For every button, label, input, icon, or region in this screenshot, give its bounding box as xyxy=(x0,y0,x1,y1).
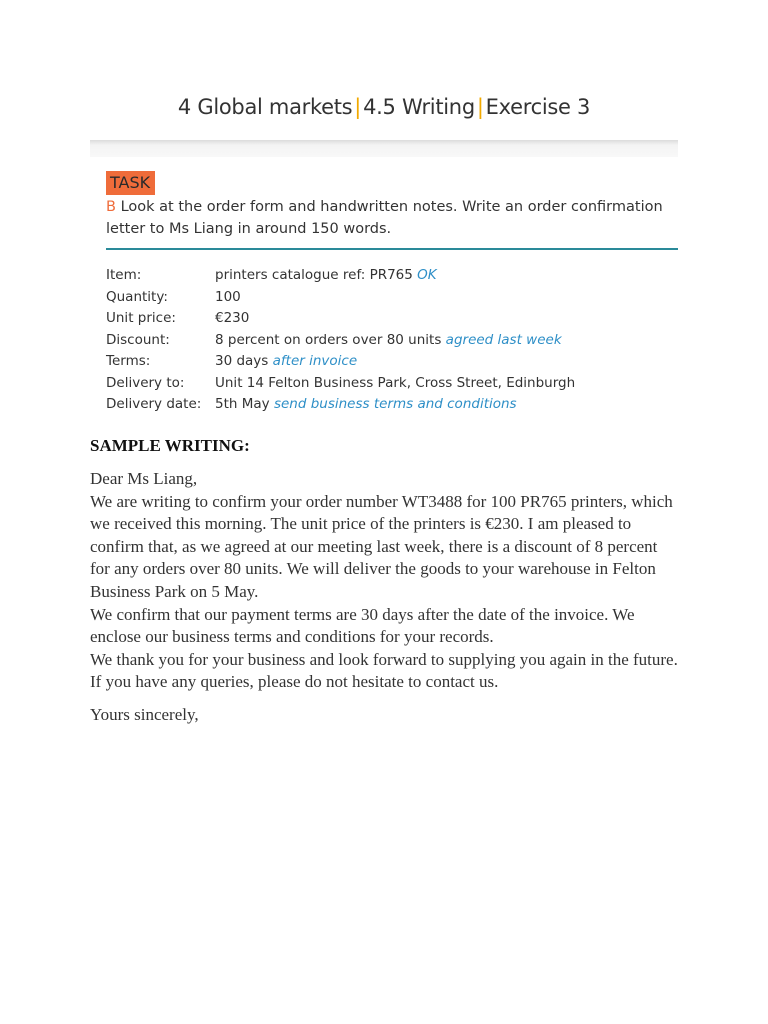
order-form-label: Discount: xyxy=(106,331,170,348)
header-divider-bar xyxy=(90,140,678,157)
order-form-value: printers catalogue ref: PR765 xyxy=(215,267,413,283)
order-form-value-cell xyxy=(215,265,437,287)
handwritten-note: send business terms and conditions xyxy=(273,396,517,412)
order-form-row xyxy=(106,351,575,373)
sample-heading: SAMPLE WRITING: xyxy=(90,436,250,455)
letter-paragraph: We are writing to confirm your order number WT3488 for 100 PR765 printers, which we received this morning. The unit price of the printers is €230. I am pleased to confirm that, as we agreed at our meeting last week, there is a discount of 8 percent for any orders over 80 units. We will deliver the goods to your warehouse in Felton Business Park on 5 May. xyxy=(90,491,673,601)
order-form-label: Quantity: xyxy=(106,288,168,305)
sample-letter xyxy=(90,468,680,727)
order-form xyxy=(106,265,575,416)
handwritten-note: agreed last week xyxy=(445,331,562,348)
order-form-row xyxy=(106,330,575,352)
order-form-value-cell xyxy=(215,394,517,416)
task-badge: TASK xyxy=(106,171,155,195)
order-form-label: Delivery to: xyxy=(106,374,185,391)
task-instruction-text: Look at the order form and handwritten notes. Write an order confirmation letter to Ms Liang in around 150 words. xyxy=(106,199,663,237)
title-separator: | xyxy=(354,95,362,119)
section-divider xyxy=(106,248,678,250)
order-form-value: €230 xyxy=(215,310,250,326)
order-form-value-cell xyxy=(215,351,357,373)
letter-paragraph: If you have any queries, please do not hesitate to contact us. xyxy=(90,672,499,692)
order-form-row xyxy=(106,373,575,395)
order-form-value: 5th May xyxy=(215,396,270,412)
task-letter: B xyxy=(106,199,116,215)
task-instruction xyxy=(106,196,676,240)
order-form-value: 100 xyxy=(215,288,241,305)
page-title xyxy=(0,95,768,119)
order-form-row xyxy=(106,265,575,287)
order-form-value: Unit 14 Felton Business Park, Cross Street, Edinburgh xyxy=(215,374,576,391)
order-form-value-cell xyxy=(215,373,575,395)
order-form-value: 8 percent on orders over 80 units xyxy=(215,331,442,348)
order-form-label: Item: xyxy=(106,267,142,283)
order-form-value-cell xyxy=(215,287,241,309)
letter-paragraph: We thank you for your business and look forward to supplying you again in the future. xyxy=(90,649,678,669)
title-exercise: Exercise 3 xyxy=(485,95,591,119)
order-form-value-cell xyxy=(215,330,562,352)
order-form-row xyxy=(106,308,575,330)
order-form-value: 30 days xyxy=(215,353,269,369)
title-unit: 4 Global markets xyxy=(177,95,353,119)
title-separator: | xyxy=(476,95,484,119)
handwritten-note: OK xyxy=(417,267,437,283)
letter-paragraph: We confirm that our payment terms are 30 days after the date of the invoice. We enclose our business terms and conditions for your records. xyxy=(90,604,635,647)
order-form-row xyxy=(106,287,575,309)
title-section: 4.5 Writing xyxy=(363,95,475,119)
order-form-label: Unit price: xyxy=(106,310,176,326)
order-form-row xyxy=(106,394,575,416)
letter-closing: Yours sincerely, xyxy=(90,704,199,724)
order-form-value-cell xyxy=(215,308,249,330)
order-form-label: Terms: xyxy=(106,353,151,369)
handwritten-note: after invoice xyxy=(272,353,358,369)
order-form-label: Delivery date: xyxy=(106,396,202,412)
letter-salutation: Dear Ms Liang, xyxy=(90,469,198,488)
